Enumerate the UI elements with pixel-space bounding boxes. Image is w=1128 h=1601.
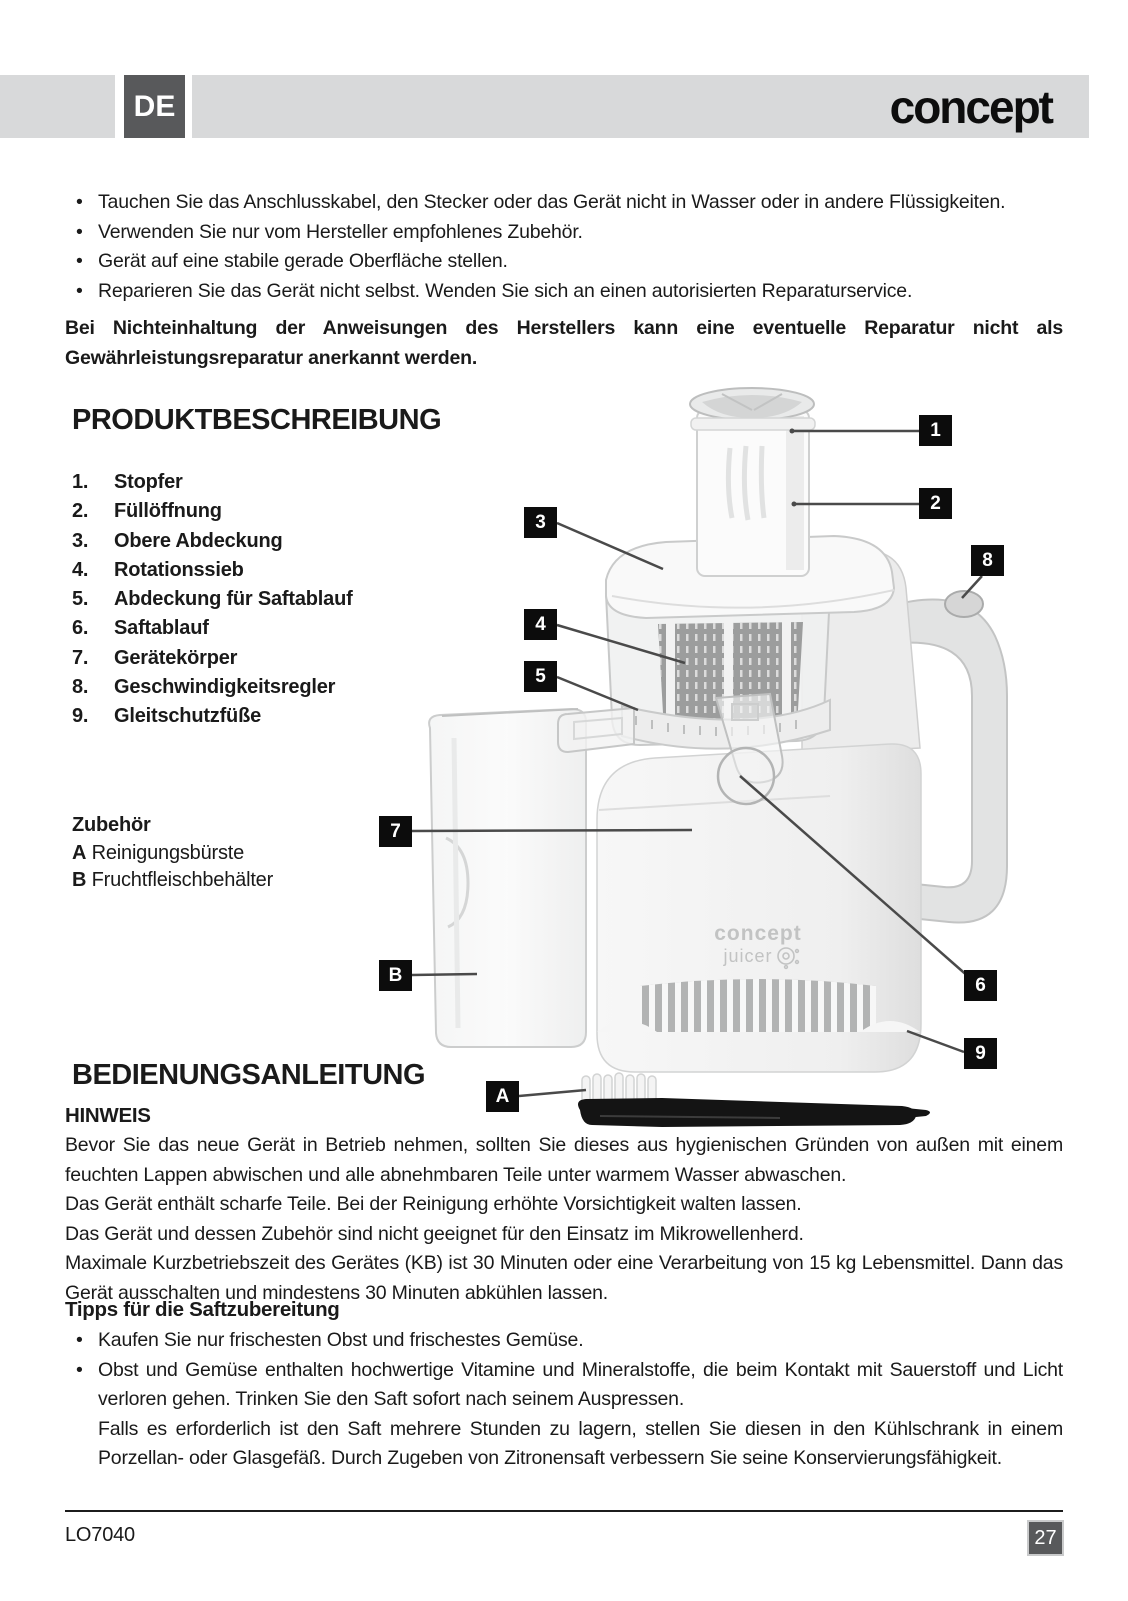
section-title-instructions: BEDIENUNGSANLEITUNG bbox=[72, 1059, 426, 1091]
part-row bbox=[72, 702, 372, 731]
part-label: Geschwindigkeitsregler bbox=[114, 676, 336, 699]
accessory-label: Fruchtfleischbehälter bbox=[91, 869, 274, 891]
note-paragraph: Maximale Kurzbetriebszeit des Gerätes (KB) ist 30 Minuten oder eine Verarbeitung von 15 kg Lebensmittel. Dann das Gerät ausschalten und mindestens 30 Minuten abkühlen lassen. bbox=[65, 1252, 1063, 1304]
part-label: Füllöffnung bbox=[114, 500, 222, 523]
product-figure bbox=[350, 368, 1050, 1128]
bullet-item: • Gerät auf eine stabile gerade Oberfläche stellen. bbox=[65, 247, 1065, 277]
language-badge: DE bbox=[124, 75, 185, 138]
tips-title: Tipps für die Saftzubereitung bbox=[65, 1298, 340, 1321]
part-row bbox=[72, 527, 372, 556]
section-title-product-description: PRODUKTBESCHREIBUNG bbox=[72, 404, 442, 436]
base-grille bbox=[597, 979, 920, 1032]
part-number: 5. bbox=[72, 588, 89, 611]
pulp-container bbox=[429, 709, 586, 1047]
note-title: HINWEIS bbox=[65, 1104, 151, 1127]
part-row bbox=[72, 556, 372, 585]
callout-label-B: B bbox=[379, 960, 412, 991]
part-label: Gerätekörper bbox=[114, 646, 238, 669]
callout-label-5: 5 bbox=[524, 661, 557, 692]
part-number: 8. bbox=[72, 676, 89, 699]
callout-label-9: 9 bbox=[964, 1038, 997, 1069]
callout-label-4: 4 bbox=[524, 609, 557, 640]
part-number: 7. bbox=[72, 646, 89, 669]
footer-model-number: LO7040 bbox=[65, 1524, 135, 1546]
part-label: Gleitschutzfüße bbox=[114, 705, 262, 728]
bullet-item: • Tauchen Sie das Anschlusskabel, den Stecker oder das Gerät nicht in Wasser oder in andere Flüssigkeiten. bbox=[65, 188, 1065, 218]
svg-text:juicer: juicer bbox=[723, 946, 773, 966]
bullet-item: • Obst und Gemüse enthalten hochwertige Vitamine und Mineralstoffe, die beim Kontakt mit Sauerstoff und Licht verloren gehen. Trinken Sie den Saft sofort nach seinem Auspressen. bbox=[65, 1356, 1063, 1415]
tips-list bbox=[65, 1326, 1063, 1474]
accessory-key: A bbox=[72, 841, 87, 864]
brand-logo: concept bbox=[889, 80, 1052, 133]
cleaning-brush bbox=[578, 1073, 930, 1127]
part-number: 6. bbox=[72, 617, 89, 640]
part-label: Abdeckung für Saftablauf bbox=[114, 588, 353, 611]
safety-bullet-list bbox=[65, 188, 1065, 306]
callout-label-A: A bbox=[486, 1081, 519, 1112]
accessory-item bbox=[72, 840, 372, 868]
parts-list bbox=[72, 468, 372, 732]
callout-label-7: 7 bbox=[379, 816, 412, 847]
part-row bbox=[72, 468, 372, 497]
part-number: 1. bbox=[72, 471, 89, 493]
accessories-block bbox=[72, 812, 372, 895]
callout-label-1: 1 bbox=[919, 415, 952, 446]
callout-label-2: 2 bbox=[919, 488, 952, 519]
part-label: Stopfer bbox=[114, 471, 183, 493]
part-number: 3. bbox=[72, 529, 89, 552]
note-paragraphs bbox=[65, 1131, 1063, 1308]
svg-text:concept: concept bbox=[714, 922, 802, 945]
callout-label-6: 6 bbox=[964, 970, 997, 1001]
part-row bbox=[72, 497, 372, 526]
note-paragraph: Das Gerät enthält scharfe Teile. Bei der Reinigung erhöhte Vorsichtigkeit walten lassen. bbox=[65, 1193, 802, 1215]
bullet-item: • Kaufen Sie nur frischesten Obst und frischestes Gemüse. bbox=[65, 1326, 1063, 1356]
part-row bbox=[72, 673, 372, 702]
accessory-label: Reinigungsbürste bbox=[91, 841, 245, 864]
bullet-item: • Verwenden Sie nur vom Hersteller empfohlenes Zubehör. bbox=[65, 218, 1065, 248]
part-label: Obere Abdeckung bbox=[114, 529, 283, 552]
callout-label-8: 8 bbox=[971, 545, 1004, 576]
tips-continuation: Falls es erforderlich ist den Saft mehrere Stunden zu lagern, stellen Sie diesen in den Kühlschrank in einem Porzellan- oder Glasgefäß. Durch Zugeben von Zitronensaft verbessern Sie seine Konservierungsfähigkeit. bbox=[98, 1417, 1063, 1469]
warranty-note: Bei Nichteinhaltung der Anweisungen des Herstellers kann eine eventuelle Reparatur nicht als Gewährleistungsreparatur anerkannt werden. bbox=[65, 317, 1063, 369]
juice-tray-arm bbox=[558, 708, 634, 752]
callout-label-3: 3 bbox=[524, 507, 557, 538]
part-row bbox=[72, 644, 372, 673]
page-number-badge: 27 bbox=[1027, 1520, 1064, 1556]
note-paragraph: Das Gerät und dessen Zubehör sind nicht geeignet für den Einsatz im Mikrowellenherd. bbox=[65, 1222, 804, 1245]
note-paragraph: Bevor Sie das neue Gerät in Betrieb nehmen, sollten Sie dieses aus hygienischen Gründen von außen mit einem feuchten Lappen abwischen und alle abnehmbaren Teile unter warmem Wasser abwaschen. bbox=[65, 1134, 1063, 1186]
part-number: 9. bbox=[72, 705, 89, 728]
accessory-item bbox=[72, 867, 372, 895]
feed-chute-and-pusher bbox=[690, 388, 815, 576]
juicer-illustration bbox=[350, 368, 1050, 1128]
accessories-title: Zubehör bbox=[72, 814, 151, 836]
header-bar-left bbox=[0, 75, 115, 138]
part-number: 2. bbox=[72, 500, 89, 523]
footer-rule bbox=[65, 1510, 1063, 1512]
part-row bbox=[72, 585, 372, 614]
part-label: Saftablauf bbox=[114, 617, 209, 640]
part-row bbox=[72, 614, 372, 643]
part-label: Rotationssieb bbox=[114, 558, 244, 581]
accessory-key: B bbox=[72, 869, 87, 891]
bullet-item: • Reparieren Sie das Gerät nicht selbst. Wenden Sie sich an einen autorisierten Reparaturservice. bbox=[65, 277, 1065, 307]
part-number: 4. bbox=[72, 558, 89, 581]
